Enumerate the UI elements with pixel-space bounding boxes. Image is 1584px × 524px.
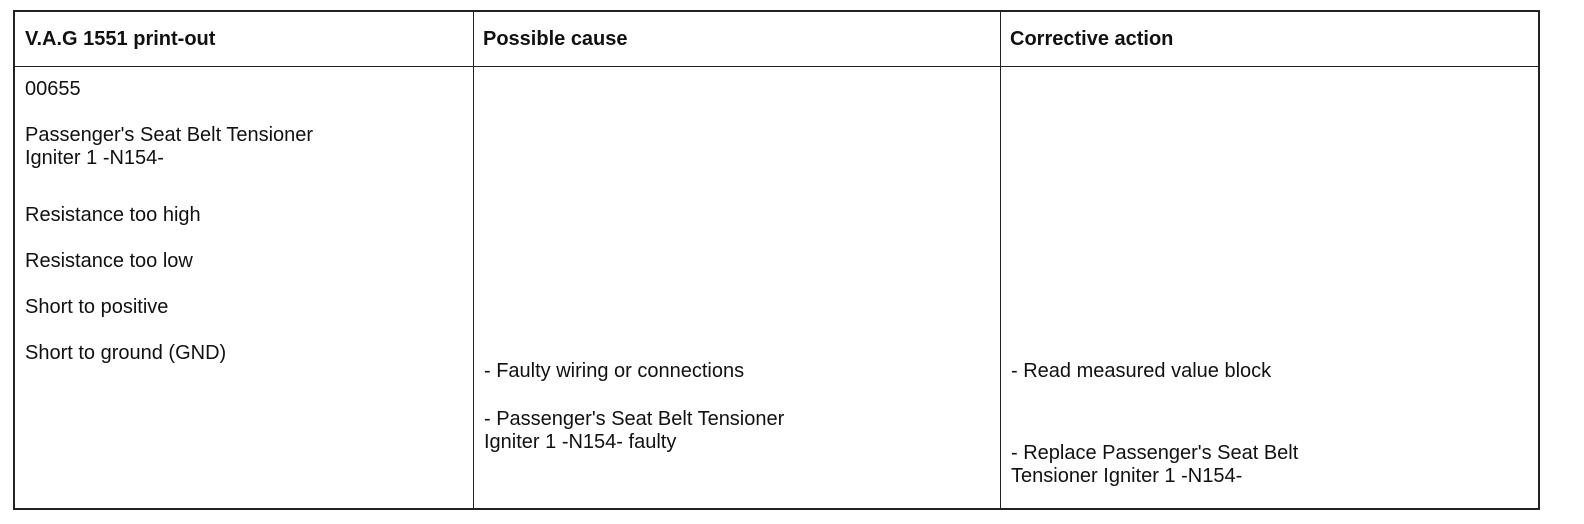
cause-igniter-line1: - Passenger's Seat Belt Tensioner [484, 408, 785, 430]
header-corrective-action: Corrective action [1010, 27, 1174, 50]
action-read-measured-value: - Read measured value block [1011, 360, 1272, 382]
fault-code: 00655 [25, 78, 81, 100]
cause-wiring: - Faulty wiring or connections [484, 360, 745, 382]
corrective-action-column [1000, 12, 1538, 508]
header-possible-cause: Possible cause [483, 27, 628, 50]
component-name-line1: Passenger's Seat Belt Tensioner [25, 124, 314, 146]
action-replace-igniter-line1: - Replace Passenger's Seat Belt [1011, 442, 1299, 464]
fault-type-resistance-high: Resistance too high [25, 204, 201, 226]
fault-table [13, 10, 1540, 510]
printout-column [15, 12, 473, 508]
possible-cause-column [473, 12, 1001, 508]
fault-type-resistance-low: Resistance too low [25, 250, 193, 272]
cause-igniter-line2: Igniter 1 -N154- faulty [484, 431, 677, 453]
fault-type-short-ground: Short to ground (GND) [25, 342, 227, 364]
action-replace-igniter-line2: Tensioner Igniter 1 -N154- [1011, 465, 1243, 487]
fault-type-short-positive: Short to positive [25, 296, 169, 318]
component-name-line2: Igniter 1 -N154- [25, 147, 164, 169]
header-printout: V.A.G 1551 print-out [25, 27, 216, 50]
